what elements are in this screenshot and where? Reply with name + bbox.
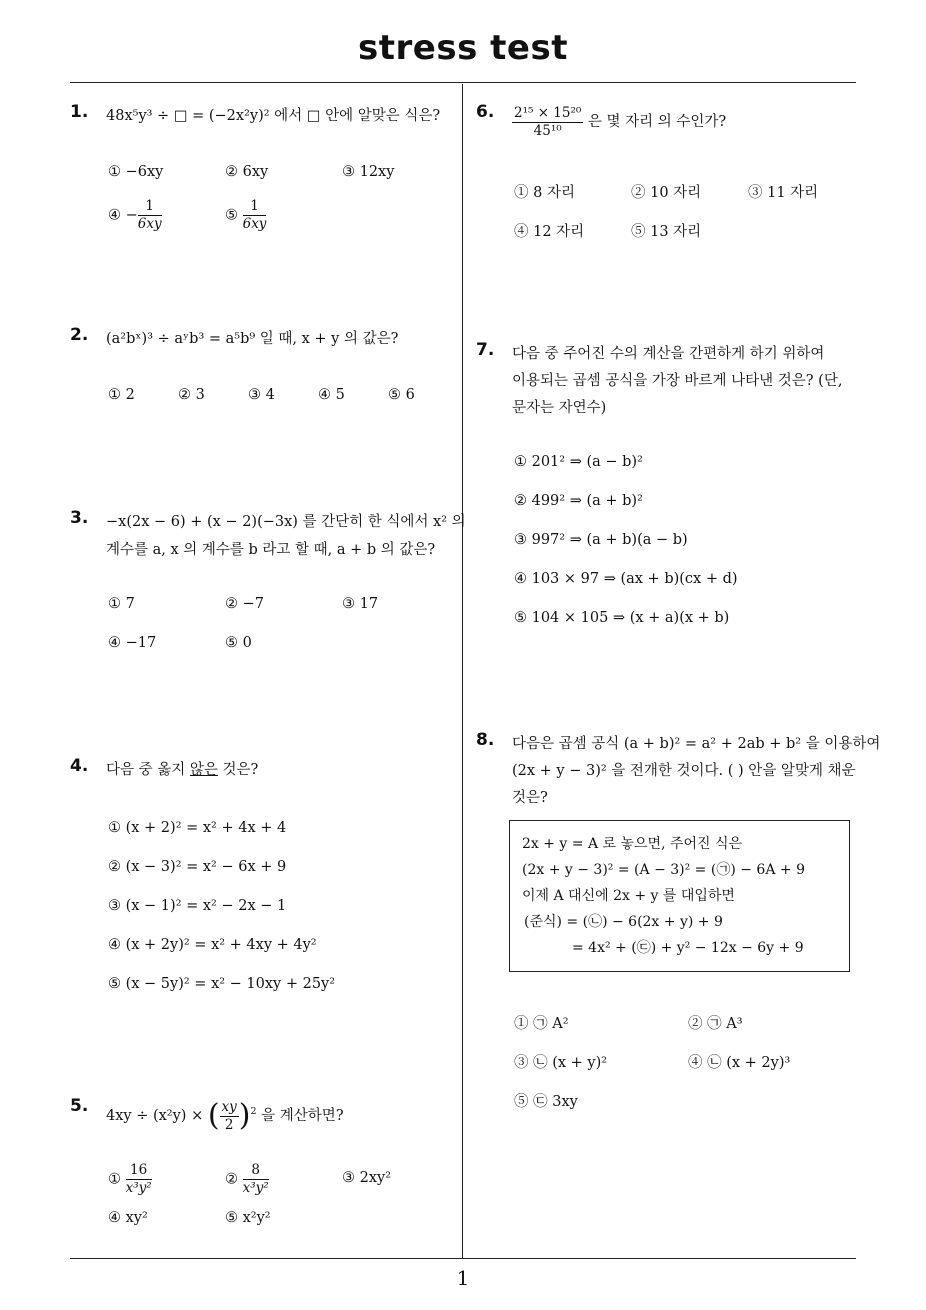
option-3[interactable]: ③ 997² ⇒ (a + b)(a − b) [514,532,688,548]
question-text-line-3: 문자는 자연수) [512,400,607,416]
option-4[interactable]: ④ 12 자리 [514,224,585,240]
question-text: 다음 중 옳지 않은 것은? [106,762,259,778]
option-4[interactable]: ④ ㉡ (x + 2y)³ [688,1055,791,1071]
option-5[interactable]: ⑤ 0 [225,635,252,651]
question-text: $\frac{\text{2¹⁵ × 15²⁰}}{\text{45¹⁰}}$ 은 몇 자리 의 수인가? [514,104,727,139]
box-line-3: 이제 A 대신에 2x + y 를 대입하면 [522,888,735,904]
option-5[interactable]: ⑤ 104 × 105 ⇒ (x + a)(x + b) [514,610,730,626]
option-3[interactable]: ③ 11 자리 [748,185,819,201]
option-2[interactable]: ② ㉠ A³ [688,1016,743,1032]
page-title: stress test [358,28,568,68]
option-4[interactable]: ④ xy² [108,1210,148,1226]
derivation-box [509,820,850,972]
question-number: 5. [70,1096,89,1116]
bottom-rule [70,1258,856,1259]
top-rule [70,82,856,83]
question-text: (a²bˣ)³ ÷ aʸb³ = a⁵b⁹ 일 때, x + y 의 값은? [106,331,399,347]
question-text-line-3: 것은? [512,790,548,806]
option-1[interactable]: ① ㉠ A² [514,1016,569,1032]
option-4[interactable]: ④ − $\frac{1}{6xy}$ [108,198,162,232]
option-1[interactable]: ① (x + 2)² = x² + 4x + 4 [108,820,287,836]
option-2[interactable]: ② 6xy [225,164,269,180]
box-line-2: (2x + y − 3)² = (A − 3)² = (㉠) − 6A + 9 [522,862,805,878]
option-4[interactable]: ④ 5 [318,387,345,403]
option-1[interactable]: ① 7 [108,596,135,612]
question-number: 1. [70,102,89,122]
question-number: 4. [70,756,89,776]
option-1[interactable]: ① 201² ⇒ (a − b)² [514,454,643,470]
option-2[interactable]: ② $\frac{8}{\text{x³y²}}$ [225,1162,269,1196]
option-2[interactable]: ② 10 자리 [631,185,702,201]
option-5[interactable]: ⑤ ㉢ 3xy [514,1094,578,1110]
option-3[interactable]: ③ 17 [342,596,379,612]
option-5[interactable]: ⑤ $\frac{1}{6xy}$ [225,198,267,232]
question-text-line-1: −x(2x − 6) + (x − 2)(−3x) 를 간단히 한 식에서 x² 의 [106,514,466,530]
option-3[interactable]: ③ ㉡ (x + y)² [514,1055,608,1071]
question-text: 4xy ÷ (x²y) × ( $\frac{xy}{2}$ )$^2$ 을 계산하면? [106,1098,344,1133]
option-1[interactable]: ① $\frac{16}{\text{x³y²}}$ [108,1162,152,1196]
question-text-line-2: 이용되는 곱셈 공식을 가장 바르게 나타낸 것은? (단, [512,373,843,389]
option-2[interactable]: ② −7 [225,596,264,612]
option-4[interactable]: ④ 103 × 97 ⇒ (ax + b)(cx + d) [514,571,738,587]
question-text-line-1: 다음 중 주어진 수의 계산을 간편하게 하기 위하여 [512,346,825,362]
option-4[interactable]: ④ (x + 2y)² = x² + 4xy + 4y² [108,937,317,953]
option-3[interactable]: ③ (x − 1)² = x² − 2x − 1 [108,898,287,914]
column-divider [462,84,463,1258]
option-5[interactable]: ⑤ 6 [388,387,415,403]
question-number: 6. [476,102,495,122]
option-5[interactable]: ⑤ x²y² [225,1210,271,1226]
question-number: 2. [70,325,89,345]
question-text-line-2: 계수를 a, x 의 계수를 b 라고 할 때, a + b 의 값은? [106,542,436,558]
option-5[interactable]: ⑤ 13 자리 [631,224,702,240]
option-5[interactable]: ⑤ (x − 5y)² = x² − 10xy + 25y² [108,976,336,992]
question-number: 3. [70,508,89,528]
box-line-5: = 4x² + (㉢) + y² − 12x − 6y + 9 [572,940,804,956]
page-number: 1 [456,1266,470,1290]
option-2[interactable]: ② 3 [178,387,205,403]
option-3[interactable]: ③ 2xy² [342,1170,392,1186]
question-text-line-1: 다음은 곱셈 공식 (a + b)² = a² + 2ab + b² 을 이용하여 [512,736,881,752]
option-1[interactable]: ① 8 자리 [514,185,575,201]
option-4[interactable]: ④ −17 [108,635,157,651]
option-2[interactable]: ② 499² ⇒ (a + b)² [514,493,643,509]
question-number: 7. [476,340,495,360]
question-number: 8. [476,730,495,750]
box-line-1: 2x + y = A 로 놓으면, 주어진 식은 [522,836,743,852]
option-3[interactable]: ③ 4 [248,387,275,403]
option-1[interactable]: ① −6xy [108,164,164,180]
question-text: 48x⁵y³ ÷ □ = (−2x²y)² 에서 □ 안에 알맞은 식은? [106,108,441,124]
question-text-line-2: (2x + y − 3)² 을 전개한 것이다. ( ) 안을 알맞게 채운 [512,763,856,779]
option-2[interactable]: ② (x − 3)² = x² − 6x + 9 [108,859,287,875]
option-3[interactable]: ③ 12xy [342,164,395,180]
option-1[interactable]: ① 2 [108,387,135,403]
box-line-4: (준식) = (㉡) − 6(2x + y) + 9 [524,914,723,930]
